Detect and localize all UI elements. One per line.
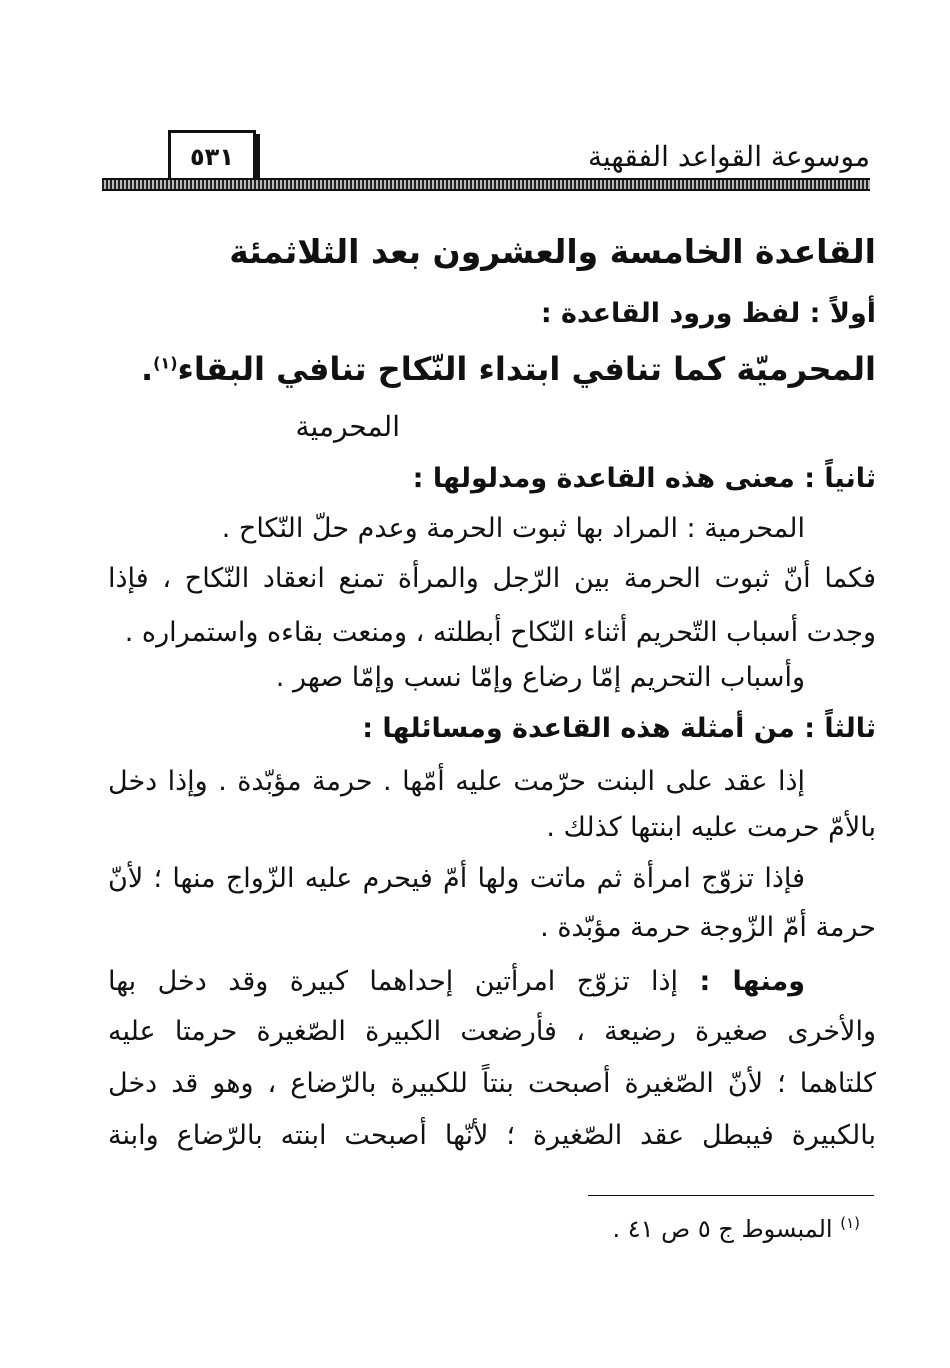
header-rule <box>102 178 870 191</box>
rule-heading: القاعدة الخامسة والعشرون بعد الثلاثمئة <box>229 232 876 271</box>
example-line: بالأمّ حرمت عليه ابنتها كذلك . <box>546 812 876 843</box>
section2-line: المحرمية : المراد بها ثبوت الحرمة وعدم حلّ النّكاح . <box>221 513 805 544</box>
section2-line: وأسباب التحريم إمّا رضاع وإمّا نسب وإمّا صهر . <box>275 662 805 693</box>
rule-text-end: . <box>140 350 154 388</box>
book-title: موسوعة القواعد الفقهية <box>587 140 870 173</box>
footnote-marker: (١) <box>840 1214 860 1232</box>
example-line: كلتاهما ؛ لأنّ الصّغيرة أصبحت بنتاً للكبيرة بالرّضاع ، وهو قد دخل <box>108 1068 876 1099</box>
footnote-separator <box>588 1195 874 1196</box>
example-line: حرمة أمّ الزّوجة حرمة مؤبّدة . <box>540 912 876 943</box>
example-line: بالكبيرة فيبطل عقد الصّغيرة ؛ لأنّها أصبحت ابنته بالرّضاع وابنة <box>108 1120 876 1151</box>
section3-heading: ثالثاً : من أمثلة هذه القاعدة ومسائلها : <box>362 713 876 744</box>
example-line: فإذا تزوّج امرأة ثم ماتت ولها أمّ فيحرم عليه الزّواج منها ؛ لأنّ <box>108 863 805 894</box>
example-line: إذا عقد على البنت حرّمت عليه أمّها . حرمة مؤبّدة . وإذا دخل <box>108 766 805 797</box>
section2-heading: ثانياً : معنى هذه القاعدة ومدلولها : <box>412 463 876 494</box>
minha-label: ومنها : <box>699 966 805 997</box>
section2-line: فكما أنّ ثبوت الحرمة بين الرّجل والمرأة تمنع انعقاد النّكاح ، فإذا <box>108 563 876 594</box>
page-number: ٥٣١ <box>190 143 234 171</box>
keyword-note: المحرمية <box>295 410 400 443</box>
footnote-text: المبسوط ج ٥ ص ٤١ . <box>612 1215 833 1243</box>
section2-line: وجدت أسباب التّحريم أثناء النّكاح أبطلته ، ومنعت بقاءه واستمراره . <box>124 617 876 648</box>
section1-heading: أولاً : لفظ ورود القاعدة : <box>540 298 876 329</box>
example-line: والأخرى صغيرة رضيعة ، فأرضعت الكبيرة الصّغيرة حرمتا عليه <box>108 1016 876 1047</box>
example-text: إذا تزوّج امرأتين إحداهما كبيرة وقد دخل بها <box>108 966 679 997</box>
rule-text: المحرميّة كما تنافي ابتداء النّكاح تنافي البقاء <box>177 350 876 388</box>
rule-statement <box>141 350 876 388</box>
page-number-box <box>168 130 256 184</box>
rule-footnote-marker: (١) <box>153 353 178 373</box>
example-line <box>108 966 805 997</box>
footnote <box>613 1214 861 1243</box>
